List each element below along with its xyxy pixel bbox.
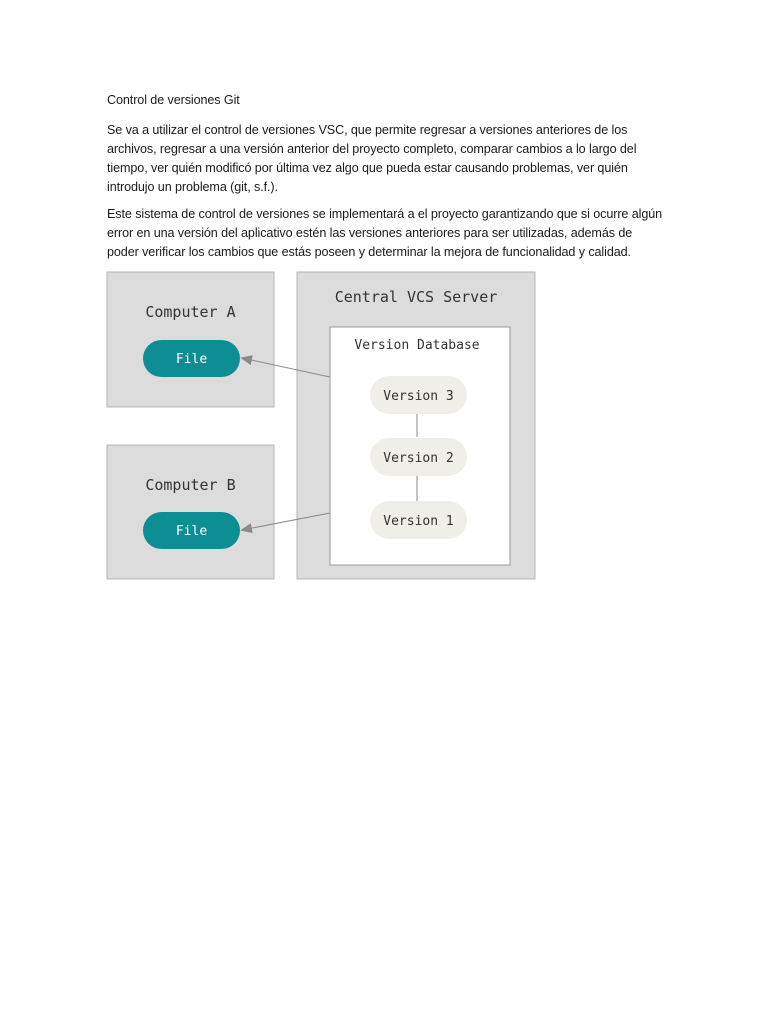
vcs-diagram	[106, 271, 538, 583]
version-database-label: Version Database	[354, 338, 480, 353]
version-database-box	[330, 327, 510, 565]
computer-b-file-label: File	[175, 524, 208, 539]
version-3-node	[370, 376, 467, 414]
computer-a-box	[107, 272, 274, 407]
version-1-node	[370, 501, 467, 539]
computer-b-box	[107, 445, 274, 579]
computer-b-label: Computer B	[145, 476, 236, 494]
computer-a-file	[143, 340, 240, 377]
version-1-label: Version 1	[383, 514, 454, 529]
computer-b-file	[143, 512, 240, 549]
computer-a-file-label: File	[175, 352, 208, 367]
paragraph-2: Este sistema de control de versiones se implementará a el proyecto garantizando que si ocurre algún error en una versión del aplicativo estén las versiones anteriores para ser utilizadas, además de poder verificar los cambios que estás poseen y determinar la mejora de funcionalidad y calidad.	[107, 207, 663, 259]
version-2-node	[370, 438, 467, 476]
version-3-label: Version 3	[383, 389, 454, 404]
version-2-label: Version 2	[383, 451, 454, 466]
central-server-label: Central VCS Server	[334, 288, 498, 306]
document-title: Control de versiones Git	[107, 93, 240, 107]
paragraph-1: Se va a utilizar el control de versiones VSC, que permite regresar a versiones anteriores de los archivos, regresar a una versión anterior del proyecto completo, comparar cambios a lo largo del tiempo, ver quién modificó por última vez algo que pueda estar causando problemas, ver quién introdujo un problema (git, s.f.).	[107, 123, 637, 194]
central-server-box	[297, 272, 535, 579]
computer-a-label: Computer A	[145, 303, 236, 321]
